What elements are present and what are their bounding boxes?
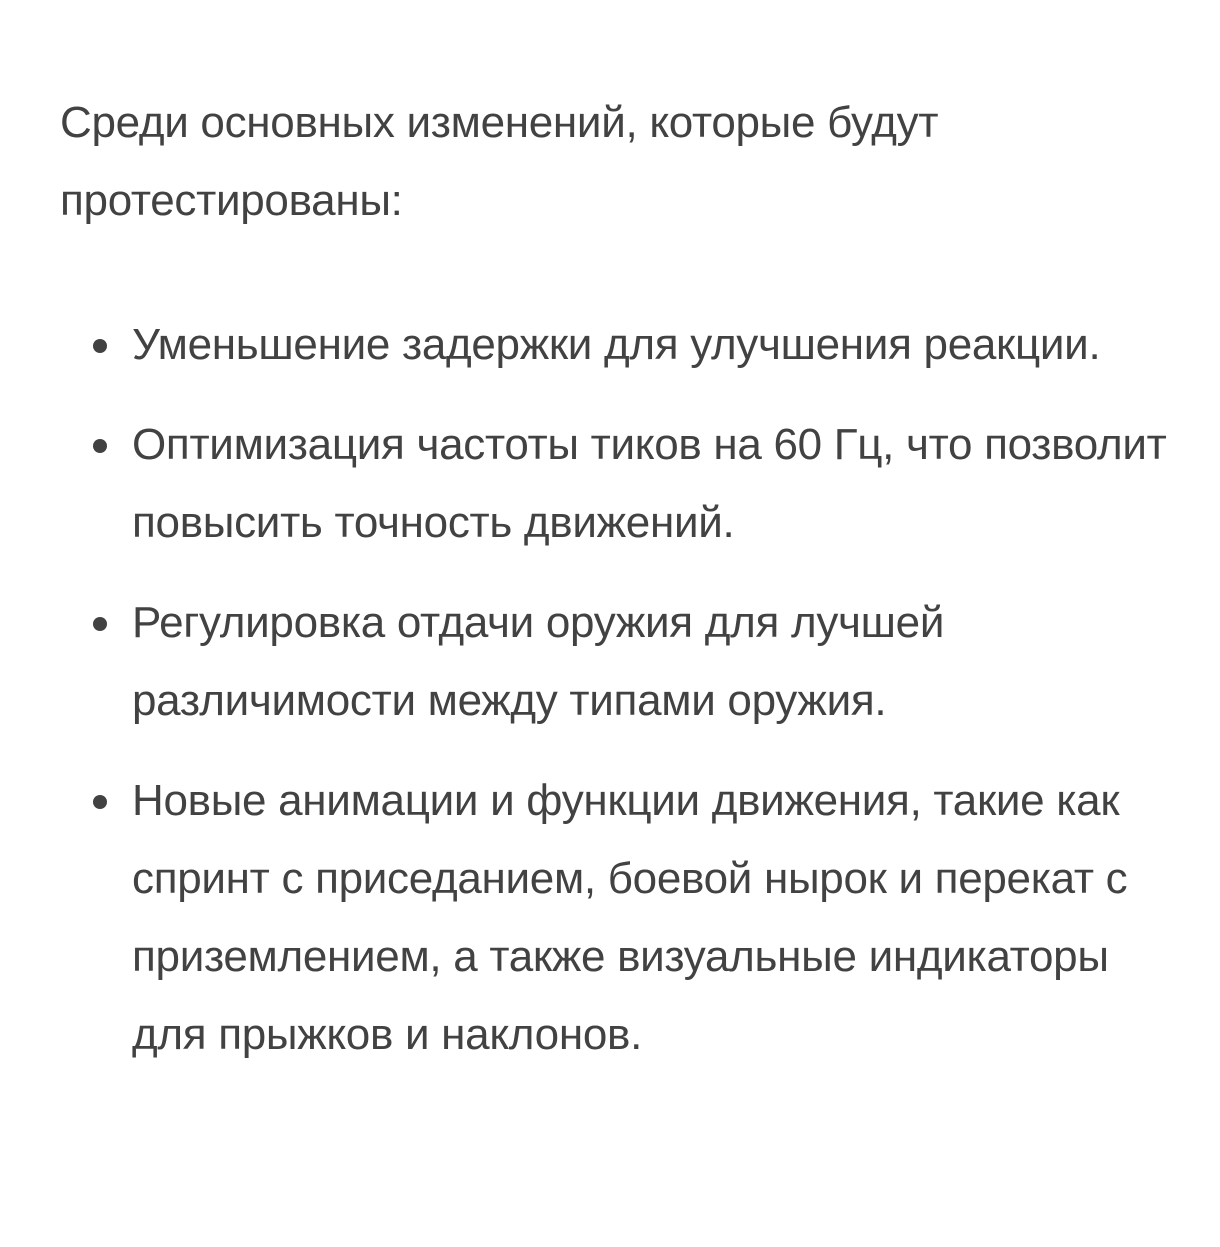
list-item [60,306,1180,384]
list-item-text: Регулировка отдачи оружия для лучшей различимости между типами оружия. [132,598,945,725]
bullet-icon [93,339,107,353]
list-item-text: Оптимизация частоты тиков на 60 Гц, что позволит повысить точность движений. [132,420,1167,547]
list-item-text: Уменьшение задержки для улучшения реакции. [132,320,1101,369]
list-item [60,406,1180,562]
list-item-text: Новые анимации и функции движения, такие как спринт с приседанием, боевой нырок и перекат с приземлением, а также визуальные индикаторы для прыжков и наклонов. [132,776,1128,1059]
changes-list [60,306,1180,1074]
intro-paragraph: Среди основных изменений, которые будут протестированы: [60,98,939,225]
bullet-icon [93,795,107,809]
list-item [60,762,1180,1074]
bullet-icon [93,617,107,631]
bullet-icon [93,439,107,453]
list-item [60,584,1180,740]
